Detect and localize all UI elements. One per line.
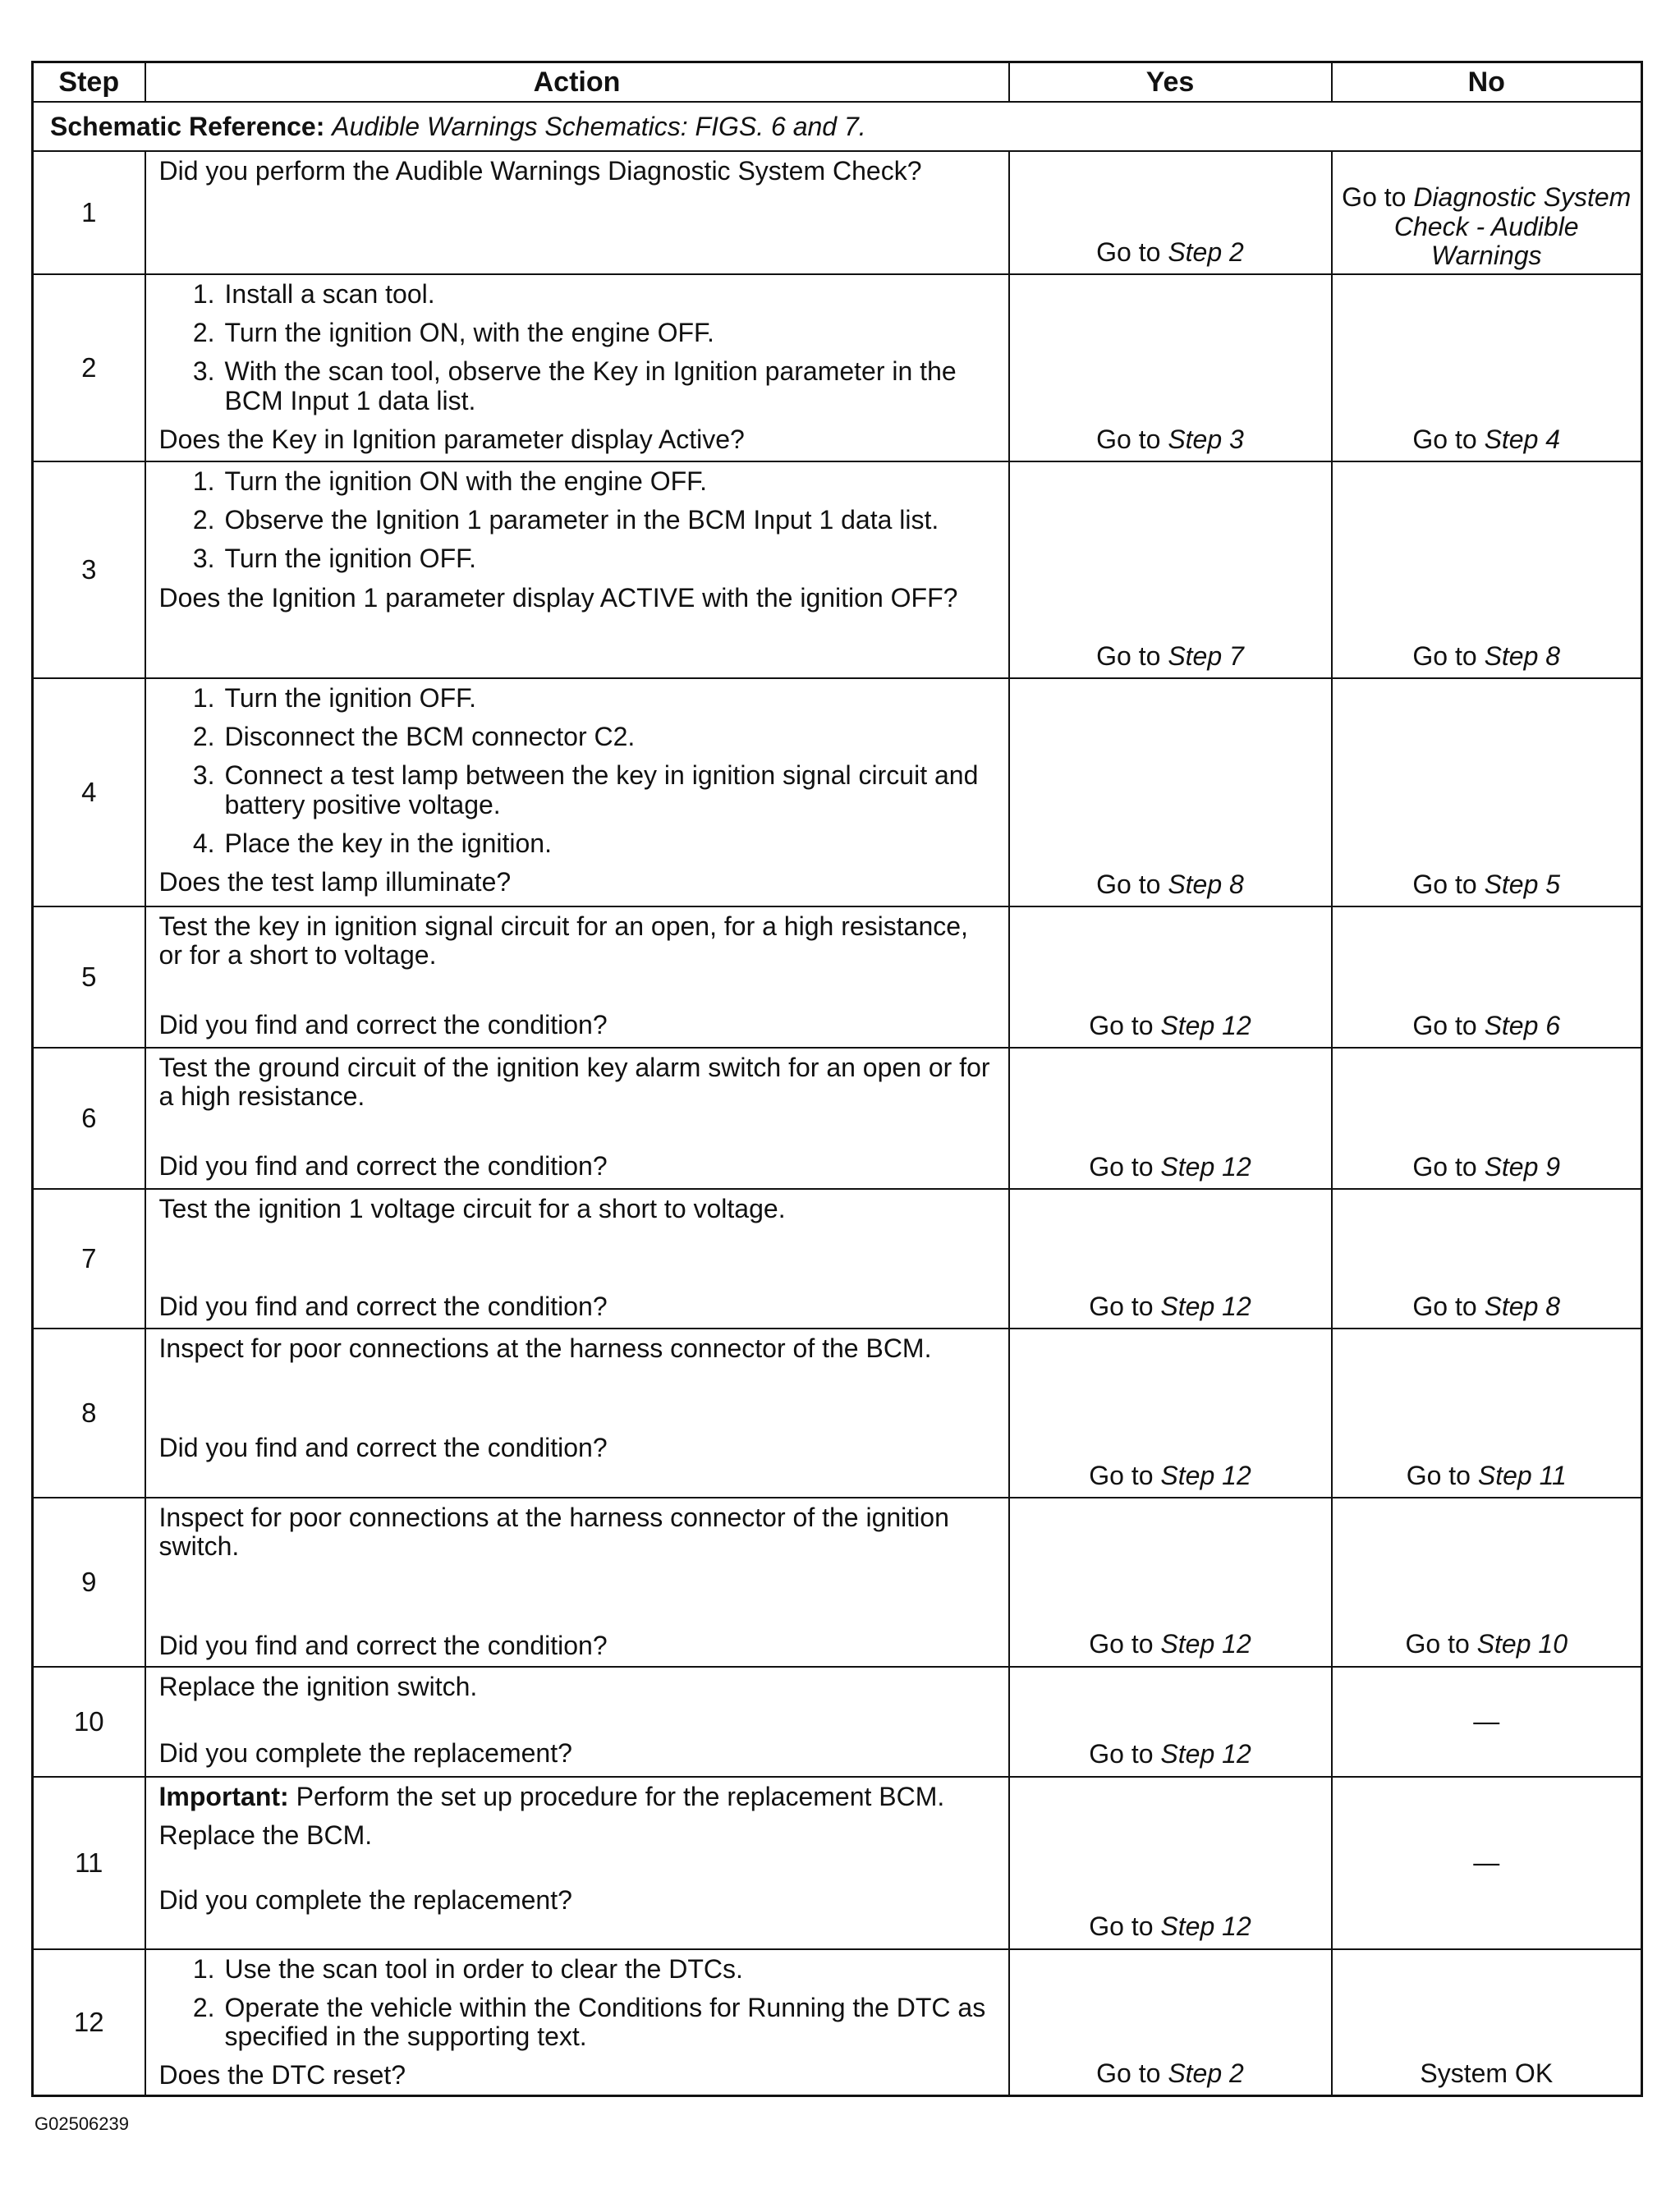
action-question: Did you find and correct the condition? bbox=[158, 1433, 608, 1463]
action-list bbox=[159, 467, 995, 574]
action-text: Inspect for poor connections at the harness connector of the BCM. bbox=[158, 1333, 932, 1363]
action-question: Did you find and correct the condition? bbox=[158, 1010, 608, 1040]
list-item: 1. Turn the ignition OFF. bbox=[192, 683, 476, 713]
step-number: 5 bbox=[33, 906, 145, 1048]
table-row bbox=[33, 1667, 1642, 1777]
header-row bbox=[33, 62, 1642, 103]
schematic-label: Schematic Reference: bbox=[50, 111, 325, 141]
no-cell: Go to Step 11 bbox=[1332, 1329, 1642, 1498]
action-text: Test the ignition 1 voltage circuit for a short to voltage. bbox=[158, 1194, 786, 1223]
schematic-value: Audible Warnings Schematics: FIGS. 6 and 7. bbox=[332, 111, 866, 141]
action-list bbox=[159, 280, 995, 415]
action-cell bbox=[145, 906, 1009, 1048]
list-item: 3. With the scan tool, observe the Key in Ignition parameter in the BCM Input 1 data list. bbox=[192, 356, 957, 415]
action-question: Does the test lamp illuminate? bbox=[158, 866, 512, 897]
step-number: 1 bbox=[33, 151, 145, 274]
no-cell: Go to Step 4 bbox=[1332, 274, 1642, 461]
list-item: 4. Place the key in the ignition. bbox=[192, 828, 552, 858]
table-row bbox=[33, 274, 1642, 461]
action-cell bbox=[145, 1048, 1009, 1189]
yes-cell: Go to Step 7 bbox=[1009, 461, 1332, 678]
no-cell: Go to Step 5 bbox=[1332, 678, 1642, 906]
action-cell bbox=[145, 1667, 1009, 1777]
action-question: Does the Ignition 1 parameter display ACTIVE with the ignition OFF? bbox=[158, 582, 958, 613]
step-number: 7 bbox=[33, 1189, 145, 1329]
action-list bbox=[159, 684, 995, 858]
yes-cell bbox=[1009, 151, 1332, 274]
list-item: 2. Turn the ignition ON, with the engine OFF. bbox=[192, 318, 714, 348]
action-cell bbox=[145, 1777, 1009, 1949]
action-cell bbox=[145, 1329, 1009, 1498]
no-prefix: Go to bbox=[1342, 182, 1407, 213]
no-step: Diagnostic System Check - Audible Warnings bbox=[1393, 182, 1632, 270]
no-cell: — bbox=[1332, 1667, 1642, 1777]
no-cell: Go to Step 9 bbox=[1332, 1048, 1642, 1189]
no-cell: Go to Step 8 bbox=[1332, 461, 1642, 678]
action-cell bbox=[145, 678, 1009, 906]
table-row bbox=[33, 1777, 1642, 1949]
yes-cell: Go to Step 8 bbox=[1009, 678, 1332, 906]
table-row bbox=[33, 1949, 1642, 2096]
yes-cell: Go to Step 12 bbox=[1009, 906, 1332, 1048]
step-number: 11 bbox=[33, 1777, 145, 1949]
diagnostic-table bbox=[31, 61, 1643, 2097]
list-item: 1. Turn the ignition ON with the engine OFF. bbox=[192, 466, 708, 496]
action-text: Test the key in ignition signal circuit for an open, for a high resistance, or for a short to voltage. bbox=[158, 911, 968, 971]
figure-id: G02506239 bbox=[34, 2113, 129, 2134]
no-cell: Go to Step 6 bbox=[1332, 906, 1642, 1048]
no-cell bbox=[1332, 151, 1642, 274]
action-cell bbox=[145, 461, 1009, 678]
yes-cell: Go to Step 12 bbox=[1009, 1667, 1332, 1777]
no-cell: — bbox=[1332, 1777, 1642, 1949]
yes-cell: Go to Step 12 bbox=[1009, 1777, 1332, 1949]
list-item: 2. Disconnect the BCM connector C2. bbox=[192, 722, 636, 752]
yes-step: Step 2 bbox=[1168, 236, 1244, 267]
yes-cell: Go to Step 12 bbox=[1009, 1498, 1332, 1667]
yes-prefix: Go to bbox=[1096, 236, 1161, 267]
list-item: 3. Connect a test lamp between the key in ignition signal circuit and battery positive voltage. bbox=[192, 760, 979, 819]
action-text: Test the ground circuit of the ignition key alarm switch for an open or for a high resistance. bbox=[158, 1053, 990, 1112]
action-question: Does the Key in Ignition parameter display Active? bbox=[158, 424, 745, 454]
table-row bbox=[33, 906, 1642, 1048]
action-cell bbox=[145, 1498, 1009, 1667]
table-row bbox=[33, 1048, 1642, 1189]
action-cell bbox=[145, 151, 1009, 274]
list-item: 1. Install a scan tool. bbox=[192, 279, 435, 309]
step-number: 3 bbox=[33, 461, 145, 678]
yes-cell: Go to Step 2 bbox=[1009, 1949, 1332, 2096]
action-cell bbox=[145, 1189, 1009, 1329]
action-text: Replace the ignition switch. bbox=[158, 1671, 478, 1701]
no-cell: Go to Step 8 bbox=[1332, 1189, 1642, 1329]
step-number: 12 bbox=[33, 1949, 145, 2096]
important-label: Important: bbox=[158, 1781, 289, 1811]
action-list bbox=[159, 1955, 995, 2052]
table-row bbox=[33, 151, 1642, 274]
table-row bbox=[33, 1329, 1642, 1498]
step-number: 8 bbox=[33, 1329, 145, 1498]
action-cell bbox=[145, 274, 1009, 461]
step-number: 10 bbox=[33, 1667, 145, 1777]
action-question: Did you find and correct the condition? bbox=[158, 1292, 608, 1322]
yes-cell: Go to Step 12 bbox=[1009, 1189, 1332, 1329]
step-number: 6 bbox=[33, 1048, 145, 1189]
action-cell bbox=[145, 1949, 1009, 2096]
table-row bbox=[33, 461, 1642, 678]
schematic-reference bbox=[33, 102, 1642, 151]
action-question: Does the DTC reset? bbox=[158, 2060, 406, 2090]
table-row bbox=[33, 1189, 1642, 1329]
table-row bbox=[33, 1498, 1642, 1667]
step-number: 2 bbox=[33, 274, 145, 461]
action-question: Did you find and correct the condition? bbox=[158, 1631, 608, 1661]
header-action: Action bbox=[145, 62, 1009, 103]
yes-cell: Go to Step 12 bbox=[1009, 1329, 1332, 1498]
schematic-row bbox=[33, 102, 1642, 151]
list-item: 2. Observe the Ignition 1 parameter in the BCM Input 1 data list. bbox=[192, 505, 939, 535]
action-text: Did you perform the Audible Warnings Diagnostic System Check? bbox=[158, 156, 922, 186]
header-step: Step bbox=[33, 62, 145, 103]
list-item: 3. Turn the ignition OFF. bbox=[192, 544, 476, 574]
yes-cell: Go to Step 3 bbox=[1009, 274, 1332, 461]
list-item: 2. Operate the vehicle within the Conditions for Running the DTC as specified in the supporting text. bbox=[192, 1992, 986, 2051]
step-number: 9 bbox=[33, 1498, 145, 1667]
action-question: Did you complete the replacement? bbox=[158, 1884, 572, 1915]
important-note bbox=[159, 1783, 995, 1811]
action-text: Replace the BCM. bbox=[158, 1820, 373, 1850]
yes-cell: Go to Step 12 bbox=[1009, 1048, 1332, 1189]
action-text: Inspect for poor connections at the harness connector of the ignition switch. bbox=[158, 1503, 949, 1562]
action-question: Did you complete the replacement? bbox=[158, 1737, 572, 1768]
step-number: 4 bbox=[33, 678, 145, 906]
header-yes: Yes bbox=[1009, 62, 1332, 103]
header-no: No bbox=[1332, 62, 1642, 103]
no-cell: System OK bbox=[1332, 1949, 1642, 2096]
no-cell: Go to Step 10 bbox=[1332, 1498, 1642, 1667]
important-text: Perform the set up procedure for the replacement BCM. bbox=[296, 1781, 945, 1811]
table-row bbox=[33, 678, 1642, 906]
list-item: 1. Use the scan tool in order to clear the DTCs. bbox=[192, 1953, 743, 1984]
action-question: Did you find and correct the condition? bbox=[158, 1151, 608, 1182]
